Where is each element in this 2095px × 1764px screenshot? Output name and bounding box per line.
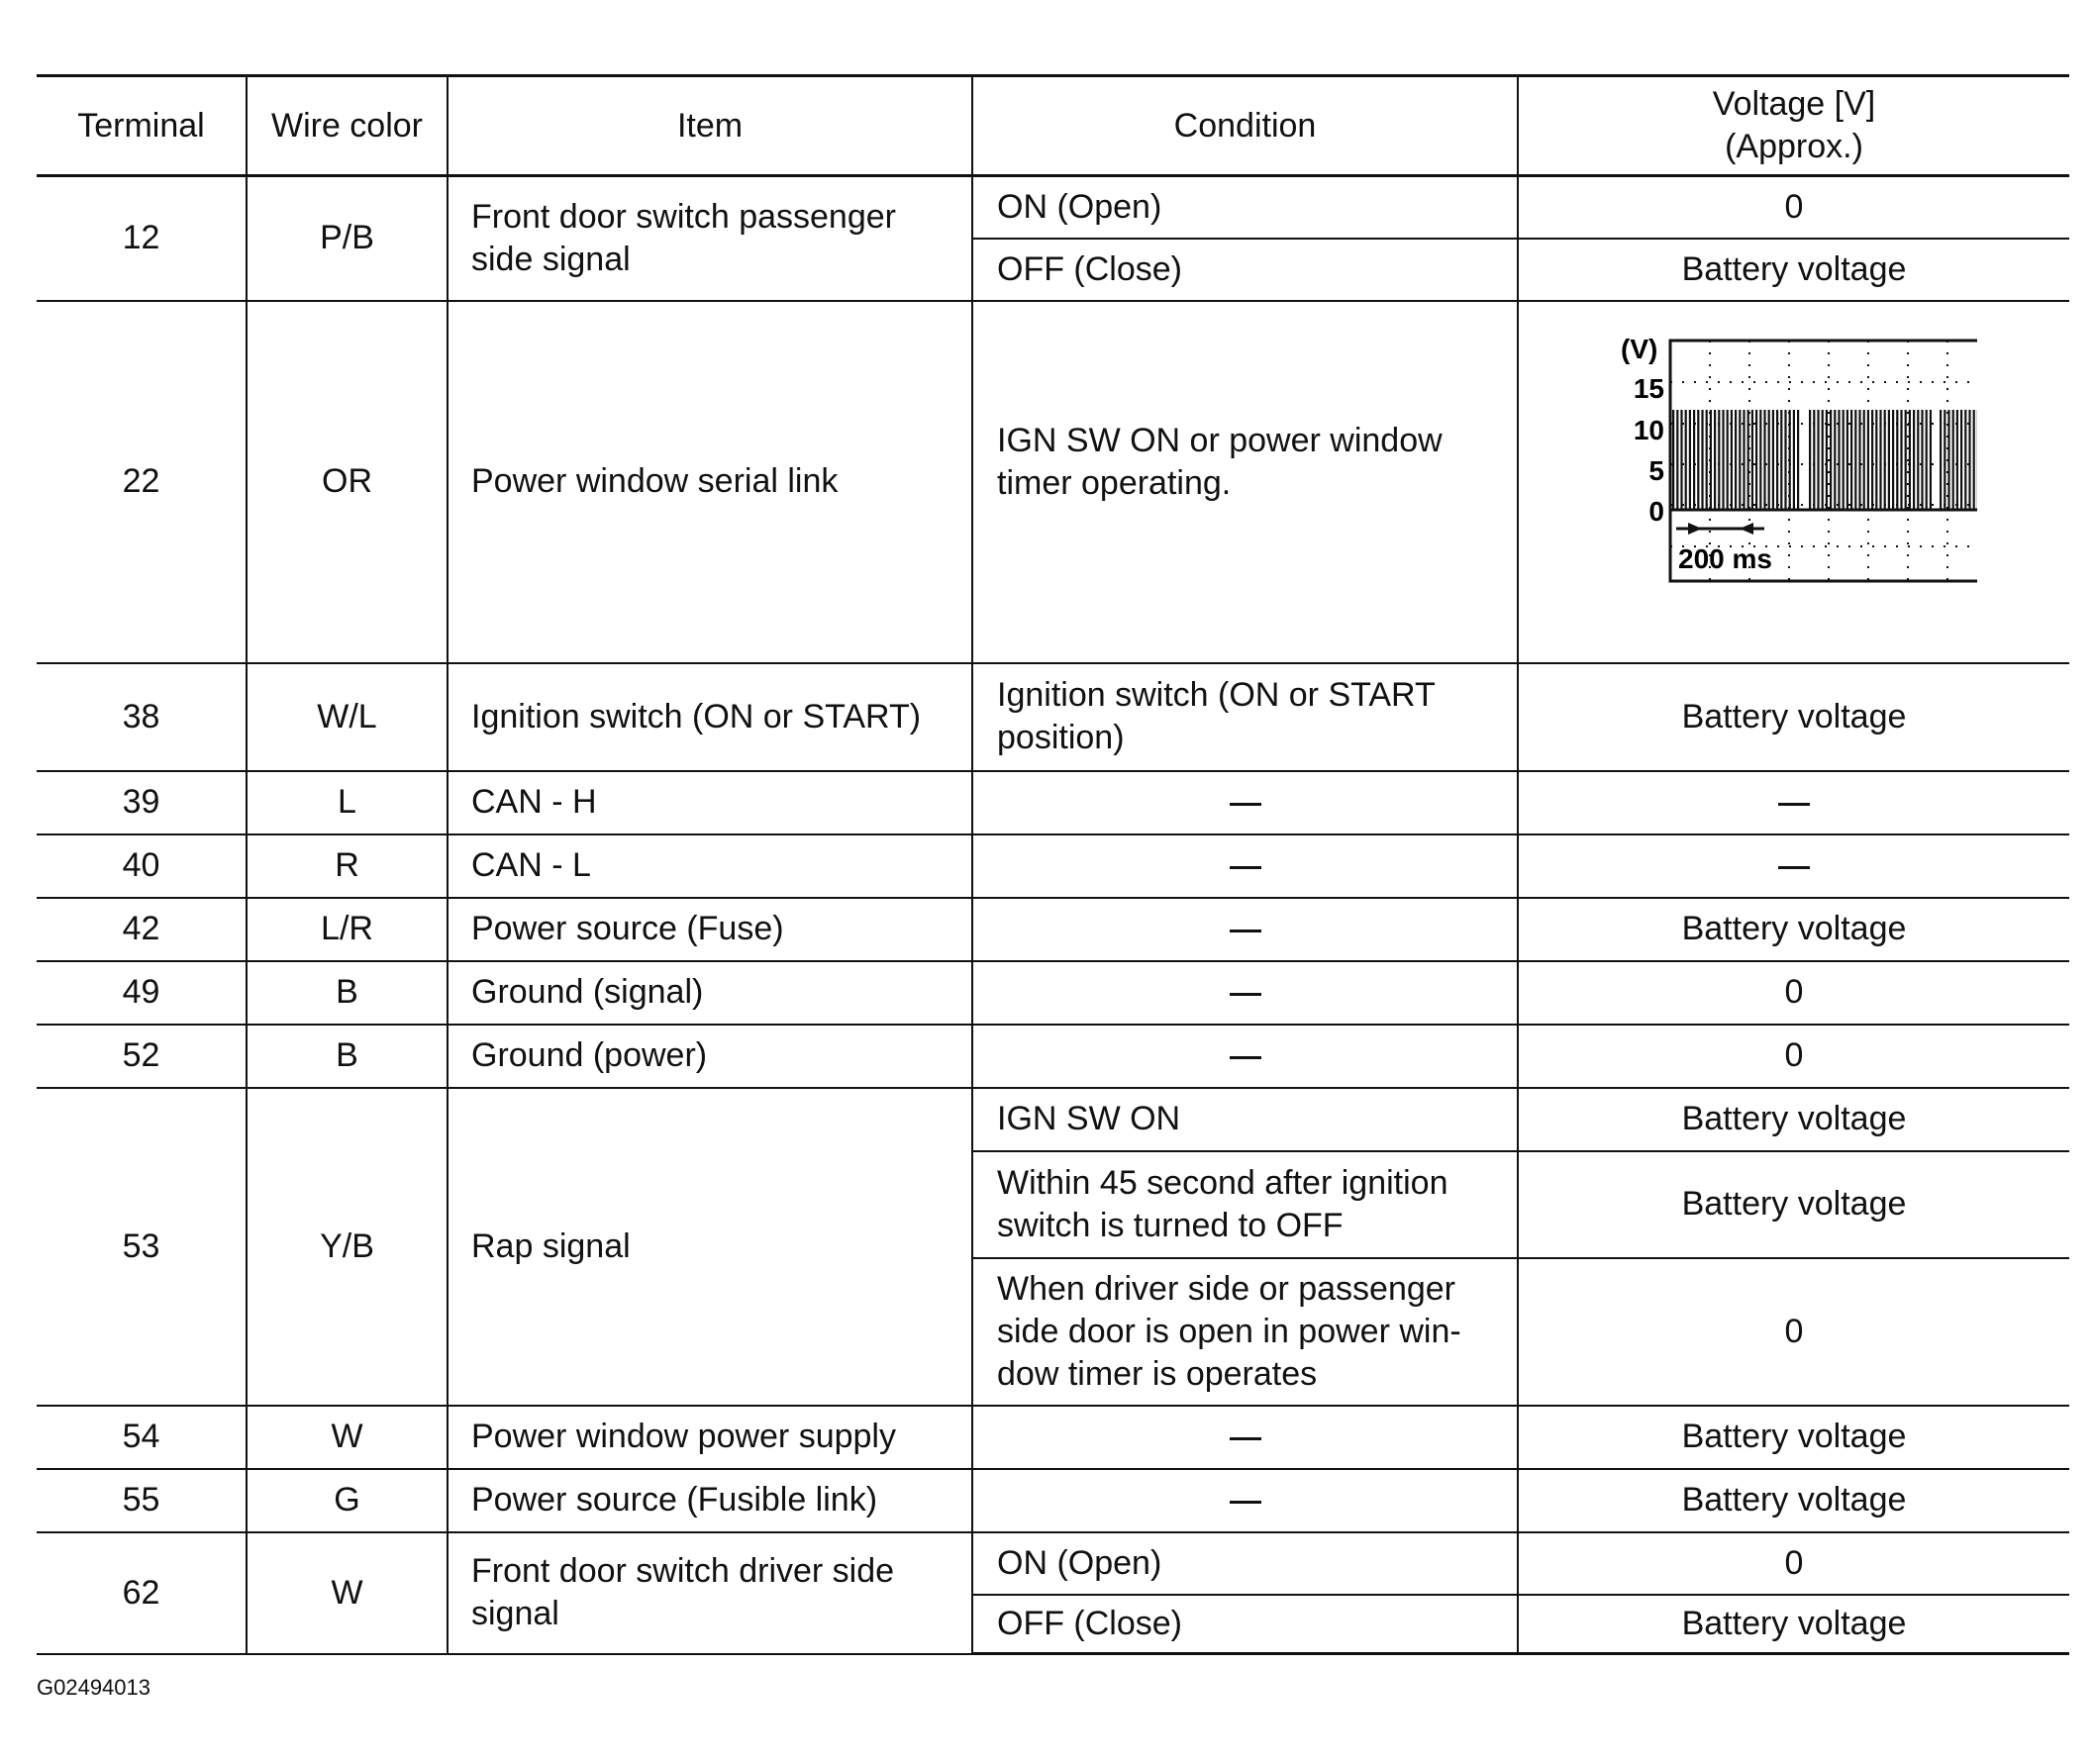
pulse-bar <box>1892 410 1894 510</box>
header-item: Item <box>448 76 972 176</box>
dash-mark <box>1230 1501 1261 1504</box>
dash-mark <box>1778 866 1810 869</box>
terminal-cell: 53 <box>37 1088 247 1406</box>
condition-cell: ON (Open) <box>972 1532 1518 1595</box>
pulse-bar <box>1926 410 1928 510</box>
waveform-y-tick: 5 <box>1648 455 1664 486</box>
pulse-bar <box>1672 410 1674 510</box>
header-condition: Condition <box>972 76 1518 176</box>
waveform-y-tick: 15 <box>1633 373 1664 404</box>
waveform-y-tick: 0 <box>1648 496 1664 527</box>
pulse-bar <box>1952 410 1954 510</box>
pulse-bar <box>1813 410 1815 510</box>
pulse-bar <box>1867 410 1869 510</box>
condition-cell: Ignition switch (ON or START position) <box>972 663 1518 771</box>
terminal-cell: 39 <box>37 771 247 834</box>
condition-cell: Within 45 second after ignition switch is turned to OFF <box>972 1151 1518 1258</box>
pulse-bar <box>1896 410 1898 510</box>
wire-color-cell: B <box>247 1025 448 1088</box>
waveform-time-scale <box>1676 523 1772 574</box>
wire-color-cell: W/L <box>247 663 448 771</box>
item-cell: Rap signal <box>448 1088 972 1406</box>
pulse-bar <box>1830 410 1832 510</box>
pulse-bar <box>1956 410 1958 510</box>
condition-cell <box>972 1406 1518 1469</box>
pulse-bar <box>1858 410 1860 510</box>
condition-cell <box>972 771 1518 834</box>
pulse-bar <box>1843 410 1845 510</box>
pulse-bar <box>1913 410 1915 510</box>
pulse-bar <box>1706 410 1708 510</box>
condition-cell <box>972 834 1518 898</box>
pulse-bar <box>1875 410 1877 510</box>
item-cell: Ignition switch (ON or START) <box>448 663 972 771</box>
pulse-bar <box>1789 410 1791 510</box>
pulse-bar <box>1685 410 1687 510</box>
pulse-bar <box>1701 410 1703 510</box>
item-cell: Power source (Fuse) <box>448 898 972 961</box>
pulse-bar <box>1850 410 1852 510</box>
dash-mark <box>1230 930 1261 932</box>
pulse-bar <box>1944 410 1945 510</box>
table-row <box>37 176 2069 239</box>
pulse-bar <box>1735 410 1737 510</box>
wire-color-cell: OR <box>247 301 448 663</box>
item-cell: CAN - L <box>448 834 972 898</box>
pulse-bar <box>1817 410 1819 510</box>
table-row <box>37 1025 2069 1088</box>
waveform-unit-label: (V) <box>1621 334 1658 364</box>
terminal-cell: 54 <box>37 1406 247 1469</box>
table-row <box>37 1406 2069 1469</box>
pulse-bar <box>1888 410 1890 510</box>
waveform-time-label: 200 ms <box>1678 543 1772 574</box>
condition-cell <box>972 1025 1518 1088</box>
pulse-bar <box>1940 410 1942 510</box>
condition-cell <box>972 1469 1518 1532</box>
voltage-cell: 0 <box>1518 1532 2069 1595</box>
item-cell: Power window power supply <box>448 1406 972 1469</box>
header-terminal: Terminal <box>37 76 247 176</box>
table-row <box>37 1088 2069 1151</box>
pulse-bar <box>1809 410 1811 510</box>
pulse-bar <box>1964 410 1966 510</box>
header-voltage-line2: (Approx.) <box>1725 128 1863 165</box>
pulse-bar <box>1759 410 1761 510</box>
voltage-cell: 0 <box>1518 176 2069 239</box>
pulse-bar <box>1747 410 1749 510</box>
voltage-cell: 0 <box>1518 961 2069 1025</box>
serial-link-waveform <box>1611 331 1977 588</box>
voltage-cell <box>1518 771 2069 834</box>
dash-mark <box>1230 1437 1261 1440</box>
pulse-bar <box>1826 410 1828 510</box>
pulse-bar <box>1676 410 1678 510</box>
voltage-cell: 0 <box>1518 1025 2069 1088</box>
item-cell: Front door switch passenger side signal <box>448 176 972 301</box>
pulse-bar <box>1755 410 1757 510</box>
pulse-bar <box>1680 410 1682 510</box>
table-row <box>37 1469 2069 1532</box>
table-row <box>37 301 2069 663</box>
pulse-bar <box>1751 410 1753 510</box>
wire-color-cell: R <box>247 834 448 898</box>
terminal-cell: 55 <box>37 1469 247 1532</box>
table-row <box>37 663 2069 771</box>
terminal-spec-table <box>37 74 2069 1655</box>
voltage-cell: Battery voltage <box>1518 1151 2069 1258</box>
pulse-bar <box>1697 410 1699 510</box>
waveform-y-tick: 10 <box>1633 415 1664 445</box>
item-cell: Ground (power) <box>448 1025 972 1088</box>
pulse-bar <box>1900 410 1902 510</box>
terminal-cell: 62 <box>37 1532 247 1654</box>
header-wire-color: Wire color <box>247 76 448 176</box>
condition-cell: IGN SW ON <box>972 1088 1518 1151</box>
voltage-cell: Battery voltage <box>1518 239 2069 301</box>
figure-code: G02494013 <box>37 1675 150 1700</box>
pulse-bar <box>1784 410 1786 510</box>
dash-mark <box>1778 803 1810 806</box>
terminal-cell: 12 <box>37 176 247 301</box>
pulse-bar <box>1947 410 1949 510</box>
pulse-bar <box>1838 410 1840 510</box>
item-cell: Power source (Fusible link) <box>448 1469 972 1532</box>
wire-color-cell: B <box>247 961 448 1025</box>
dash-mark <box>1230 1056 1261 1059</box>
pulse-bar <box>1722 410 1724 510</box>
voltage-cell: Battery voltage <box>1518 1469 2069 1532</box>
pulse-bar <box>1921 410 1923 510</box>
pulse-bar <box>1731 410 1733 510</box>
condition-cell: OFF (Close) <box>972 1595 1518 1654</box>
pulse-bar <box>1714 410 1716 510</box>
pulse-bar <box>1693 410 1695 510</box>
voltage-waveform-cell <box>1518 301 2069 663</box>
condition-cell <box>972 961 1518 1025</box>
condition-cell: IGN SW ON or power window timer operating. <box>972 301 1518 663</box>
item-cell: Ground (signal) <box>448 961 972 1025</box>
item-cell: Front door switch driver side signal <box>448 1532 972 1654</box>
condition-cell: OFF (Close) <box>972 239 1518 301</box>
table-row <box>37 771 2069 834</box>
pulse-bar <box>1879 410 1881 510</box>
wire-color-cell: P/B <box>247 176 448 301</box>
pulse-bar <box>1973 410 1975 510</box>
condition-cell: ON (Open) <box>972 176 1518 239</box>
dash-mark <box>1230 993 1261 996</box>
pulse-bar <box>1739 410 1741 510</box>
pulse-bar <box>1718 410 1720 510</box>
pulse-bar <box>1780 410 1782 510</box>
voltage-cell <box>1518 834 2069 898</box>
voltage-cell: Battery voltage <box>1518 898 2069 961</box>
pulse-bar <box>1689 410 1691 510</box>
pulse-bar <box>1768 410 1770 510</box>
condition-cell <box>972 898 1518 961</box>
terminal-cell: 40 <box>37 834 247 898</box>
pulse-bar <box>1909 410 1911 510</box>
pulse-bar <box>1960 410 1962 510</box>
terminal-cell: 22 <box>37 301 247 663</box>
pulse-bar <box>1793 410 1795 510</box>
item-cell: CAN - H <box>448 771 972 834</box>
voltage-cell: Battery voltage <box>1518 663 2069 771</box>
condition-cell: When driver side or passenger side door is open in power win- dow timer is operates <box>972 1258 1518 1406</box>
header-voltage-line1: Voltage [V] <box>1712 85 1876 123</box>
wire-color-cell: G <box>247 1469 448 1532</box>
wire-color-cell: W <box>247 1406 448 1469</box>
pulse-bar <box>1743 410 1745 510</box>
pulse-bar <box>1905 410 1907 510</box>
pulse-bar <box>1772 410 1774 510</box>
voltage-cell: Battery voltage <box>1518 1595 2069 1654</box>
wire-color-cell: Y/B <box>247 1088 448 1406</box>
header-row <box>37 76 2069 176</box>
header-voltage <box>1518 76 2069 176</box>
wire-color-cell: L/R <box>247 898 448 961</box>
pulse-bar <box>1797 410 1799 510</box>
pulse-bar <box>1763 410 1765 510</box>
table-row <box>37 961 2069 1025</box>
table-row <box>37 898 2069 961</box>
pulse-bar <box>1871 410 1873 510</box>
dash-mark <box>1230 866 1261 869</box>
table-row <box>37 834 2069 898</box>
pulse-bar <box>1710 410 1712 510</box>
pulse-bar <box>1822 410 1824 510</box>
voltage-cell: Battery voltage <box>1518 1406 2069 1469</box>
wire-color-cell: W <box>247 1532 448 1654</box>
pulse-bar <box>1917 410 1919 510</box>
pulse-bar <box>1834 410 1836 510</box>
terminal-cell: 49 <box>37 961 247 1025</box>
pulse-bar <box>1968 410 1970 510</box>
pulse-bar <box>1863 410 1865 510</box>
voltage-cell: Battery voltage <box>1518 1088 2069 1151</box>
waveform-pulses <box>1670 410 1977 510</box>
terminal-cell: 52 <box>37 1025 247 1088</box>
terminal-cell: 38 <box>37 663 247 771</box>
pulse-bar <box>1727 410 1729 510</box>
pulse-bar <box>1930 410 1932 510</box>
voltage-cell: 0 <box>1518 1258 2069 1406</box>
pulse-bar <box>1846 410 1848 510</box>
table-row <box>37 1532 2069 1595</box>
dash-mark <box>1230 803 1261 806</box>
item-cell: Power window serial link <box>448 301 972 663</box>
pulse-bar <box>1854 410 1856 510</box>
wire-color-cell: L <box>247 771 448 834</box>
pulse-bar <box>1884 410 1886 510</box>
terminal-cell: 42 <box>37 898 247 961</box>
pulse-bar <box>1776 410 1778 510</box>
